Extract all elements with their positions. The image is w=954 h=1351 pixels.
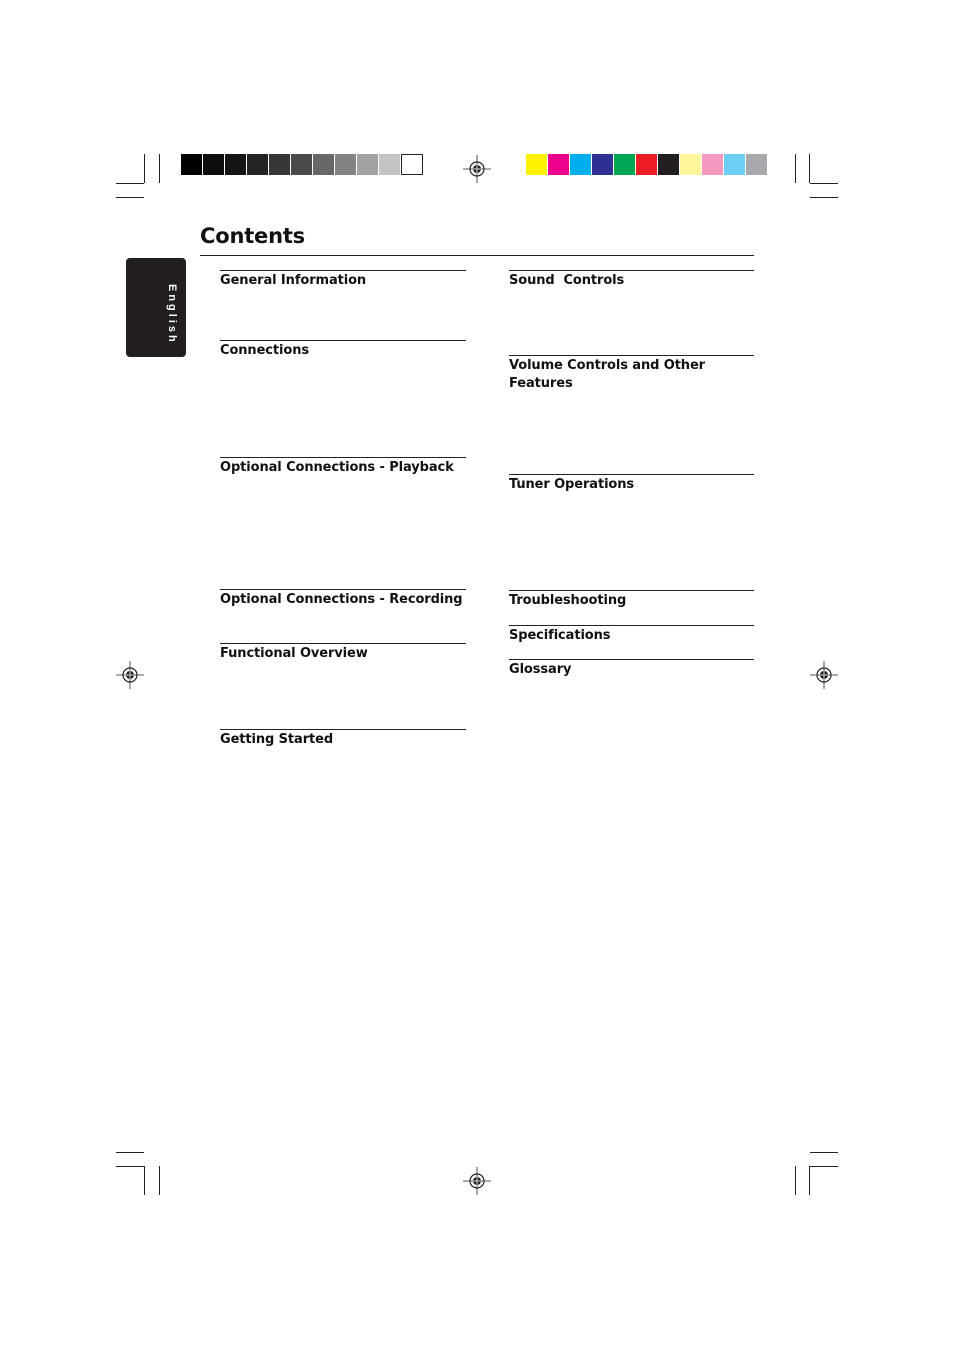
crop-mark: [795, 1166, 796, 1195]
toc-entry-label: Troubleshooting: [509, 593, 627, 608]
toc-entry-label: Specifications: [509, 628, 611, 643]
calibration-swatch: [247, 154, 269, 175]
registration-mark-icon: [116, 661, 144, 689]
toc-entry-label: Glossary: [509, 662, 572, 677]
registration-mark-icon: [463, 155, 491, 183]
color-calibration-bar: [526, 154, 768, 175]
crop-mark: [116, 183, 144, 184]
calibration-swatch: [269, 154, 291, 175]
crop-mark: [795, 154, 796, 183]
crop-mark: [810, 197, 838, 198]
language-tab-label: English: [166, 284, 178, 345]
calibration-swatch: [526, 154, 548, 175]
toc-entry-volume-controls[interactable]: [509, 355, 754, 393]
calibration-swatch: [313, 154, 335, 175]
calibration-swatch: [357, 154, 379, 175]
crop-mark: [144, 154, 145, 183]
grayscale-calibration-bar: [181, 154, 423, 175]
toc-entry-specifications[interactable]: [509, 625, 754, 645]
crop-mark: [159, 154, 160, 183]
toc-entry-label: Optional Connections - Recording: [220, 592, 463, 607]
toc-entry-label: Tuner Operations: [509, 477, 635, 492]
calibration-swatch: [636, 154, 658, 175]
calibration-swatch: [702, 154, 724, 175]
calibration-swatch: [548, 154, 570, 175]
calibration-swatch: [401, 154, 423, 175]
crop-mark: [116, 1152, 144, 1153]
crop-mark: [810, 183, 838, 184]
crop-mark: [116, 1166, 144, 1167]
registration-mark-icon: [810, 661, 838, 689]
crop-mark: [144, 1166, 145, 1195]
crop-mark: [116, 197, 144, 198]
toc-entry-label: Functional Overview: [220, 646, 368, 661]
toc-entry-sound-controls[interactable]: [509, 270, 754, 290]
toc-entry-troubleshooting[interactable]: [509, 590, 754, 610]
toc-entry-optional-connections-playback[interactable]: [220, 457, 466, 477]
toc-entry-glossary[interactable]: [509, 659, 754, 679]
calibration-swatch: [379, 154, 401, 175]
crop-mark: [809, 154, 810, 183]
toc-entry-tuner-operations[interactable]: [509, 474, 754, 494]
toc-entry-optional-connections-recording[interactable]: [220, 589, 466, 609]
title-divider: [200, 255, 754, 256]
calibration-swatch: [203, 154, 225, 175]
toc-entry-connections[interactable]: [220, 340, 466, 360]
calibration-swatch: [658, 154, 680, 175]
crop-mark: [810, 1152, 838, 1153]
calibration-swatch: [225, 154, 247, 175]
page-title: Contents: [200, 224, 305, 248]
calibration-swatch: [291, 154, 313, 175]
registration-mark-icon: [463, 1167, 491, 1195]
calibration-swatch: [335, 154, 357, 175]
crop-mark: [809, 1166, 810, 1195]
toc-entry-general-information[interactable]: [220, 270, 466, 290]
toc-entry-label: Connections: [220, 343, 309, 358]
calibration-swatch: [746, 154, 768, 175]
calibration-swatch: [680, 154, 702, 175]
crop-mark: [159, 1166, 160, 1195]
calibration-swatch: [592, 154, 614, 175]
calibration-swatch: [614, 154, 636, 175]
toc-entry-functional-overview[interactable]: [220, 643, 466, 663]
crop-mark: [810, 1166, 838, 1167]
toc-entry-label: General Information: [220, 273, 367, 288]
toc-entry-label: Optional Connections - Playback: [220, 460, 454, 475]
calibration-swatch: [724, 154, 746, 175]
calibration-swatch: [181, 154, 203, 175]
toc-entry-label: Getting Started: [220, 732, 334, 747]
toc-entry-label: Sound Controls: [509, 273, 625, 288]
calibration-swatch: [570, 154, 592, 175]
toc-entry-label: Volume Controls and Other Features: [509, 358, 705, 391]
toc-entry-getting-started[interactable]: [220, 729, 466, 749]
